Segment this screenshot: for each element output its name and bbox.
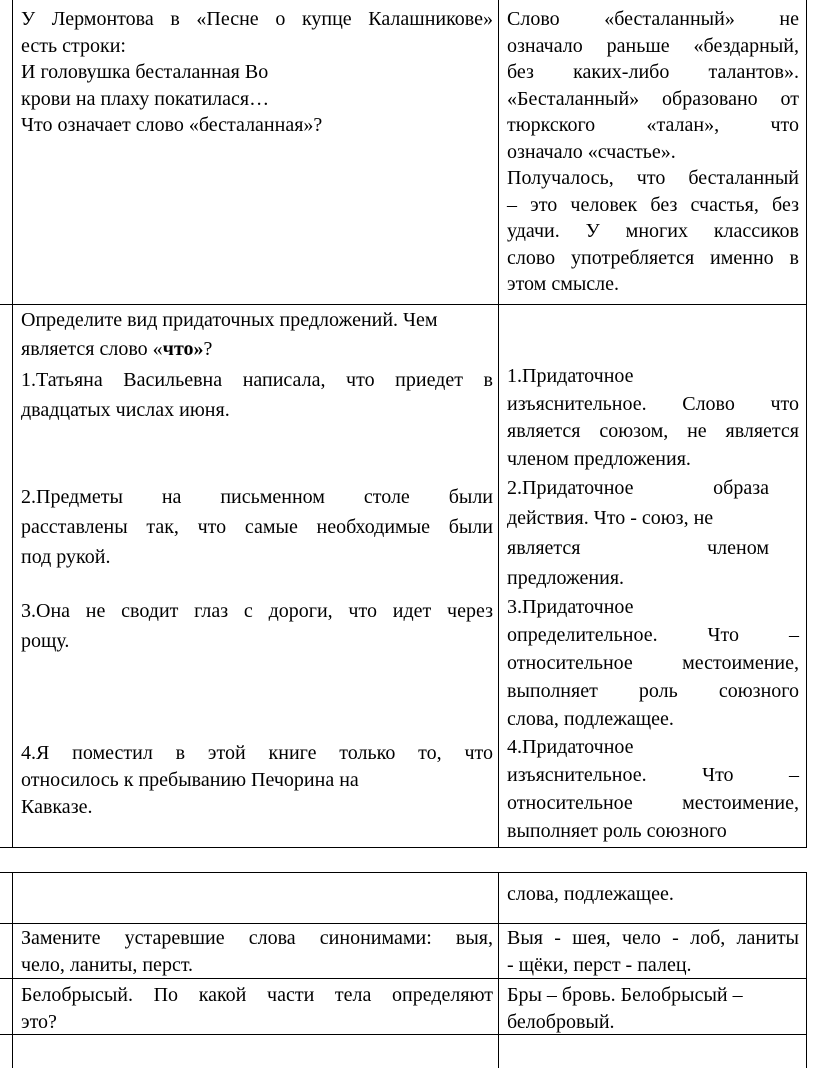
answer-line: означало раньше «бездарный,: [507, 34, 799, 57]
answer-line: – это человек без счастья, без: [507, 193, 799, 216]
answer-line: Слово «бесталанный» не: [507, 8, 799, 30]
answer-line: 1.Придаточное: [507, 365, 634, 387]
answer-line: 3.Придаточное: [507, 596, 634, 618]
answer-line: Получалось, что бесталанный: [507, 167, 799, 189]
table2-divider-middle: [498, 872, 499, 1068]
answer-line: выполняет роль союзного: [507, 680, 799, 702]
question-line: Что означает слово «бесталанная»?: [21, 114, 323, 136]
table-border-left: [12, 0, 13, 848]
answer-line: выполняет роль союзного: [507, 820, 727, 842]
question-line: крови на плаху покатилася…: [21, 87, 270, 110]
answer-line: членом предложения.: [507, 447, 691, 470]
intro-bold-word: что»: [162, 338, 204, 360]
question-line: И головушка бесталанная Во: [21, 61, 269, 83]
question-line: 2.Предметы на письменном столе были: [21, 486, 493, 508]
table-border-right: [806, 0, 807, 848]
question-line: чело, ланиты, перст.: [21, 953, 194, 976]
answer-line: тюркского «талан», что: [507, 114, 799, 136]
answer-line: 4.Придаточное: [507, 736, 634, 758]
intro-line: [21, 335, 493, 364]
answer-line: изъяснительное. Что –: [507, 764, 799, 786]
question-line: Белобрысый. По какой части тела определяют: [21, 984, 493, 1006]
row5-question: [21, 982, 493, 1035]
table2-top-border: [0, 872, 807, 873]
answer-line: слова, подлежащее.: [507, 883, 674, 905]
row2-answer-1: [507, 363, 799, 473]
answer-line: Выя - шея, чело - лоб, ланиты: [507, 927, 799, 949]
question-line: под рукой.: [21, 546, 111, 568]
intro-prefix: является слово «: [21, 338, 163, 360]
row2-question-1: [21, 365, 493, 425]
row2-question-4: [21, 740, 493, 821]
answer-line: предложения.: [507, 567, 625, 589]
question-line: 1.Татьяна Васильевна написала, что приедет в: [21, 369, 493, 391]
question-line: 3.Она не сводит глаз с дороги, что идет через: [21, 600, 493, 622]
row1-answer: [507, 6, 799, 298]
row5-answer: [507, 982, 799, 1035]
row2-answer-4: [507, 733, 799, 845]
table2-border-right: [806, 872, 807, 1068]
answer-line: является членом: [507, 537, 769, 559]
answer-line: изъяснительное. Слово что: [507, 392, 799, 415]
question-line: 4.Я поместил в этой книге только то, что: [21, 742, 493, 764]
table-divider-middle: [498, 0, 499, 848]
answer-line: слова, подлежащее.: [507, 708, 674, 730]
question-line: Кавказе.: [21, 796, 93, 818]
question-line: расставлены так, что самые необходимые были: [21, 516, 493, 538]
answer-line: означало «счастье».: [507, 140, 676, 163]
answer-line: «Бесталанный» образовано от: [507, 87, 799, 110]
table2-border-left: [12, 872, 13, 1068]
answer-line: 2.Придаточное образа: [507, 477, 769, 499]
row2-answer-2: [507, 473, 769, 593]
row-separator: [0, 304, 807, 305]
answer-line: относительное местоимение,: [507, 792, 799, 814]
answer-line: - щёки, перст - палец.: [507, 953, 692, 976]
row2-question-3: [21, 596, 493, 656]
row1-question: [21, 6, 493, 139]
question-line: У Лермонтова в «Песне о купце Калашникове»: [21, 8, 493, 30]
question-line: относилось к пребыванию Печорина на: [21, 769, 359, 791]
row-separator: [0, 923, 807, 924]
intro-line: Определите вид придаточных предложений. Чем: [21, 309, 438, 331]
row2-question-2: [21, 482, 493, 572]
question-line: Замените устаревшие слова синонимами: выя,: [21, 927, 493, 949]
question-line: рощу.: [21, 630, 70, 652]
row4-answer: [507, 925, 799, 978]
question-line: это?: [21, 1010, 57, 1033]
answer-line: является союзом, не является: [507, 420, 799, 442]
row2-intro: [21, 306, 493, 364]
question-line: есть строки:: [21, 34, 126, 57]
row2-answer-3: [507, 593, 799, 733]
answer-line: определительное. Что –: [507, 624, 799, 646]
intro-suffix: ?: [203, 338, 213, 360]
answer-line: удачи. У многих классиков: [507, 220, 799, 242]
answer-line: слово употребляется именно в: [507, 246, 799, 269]
row3-answer: [507, 881, 799, 908]
answer-line: относительное местоимение,: [507, 652, 799, 674]
answer-line: без каких-либо талантов».: [507, 61, 799, 83]
row4-question: [21, 925, 493, 978]
table-bottom-border: [0, 847, 807, 848]
row-separator: [0, 978, 807, 979]
answer-line: этом смысле.: [507, 273, 620, 295]
question-line: двадцатых числах июня.: [21, 399, 230, 421]
answer-line: белобровый.: [507, 1010, 615, 1033]
answer-line: действия. Что - союз, не: [507, 507, 714, 529]
answer-line: Бры – бровь. Белобрысый –: [507, 984, 743, 1006]
